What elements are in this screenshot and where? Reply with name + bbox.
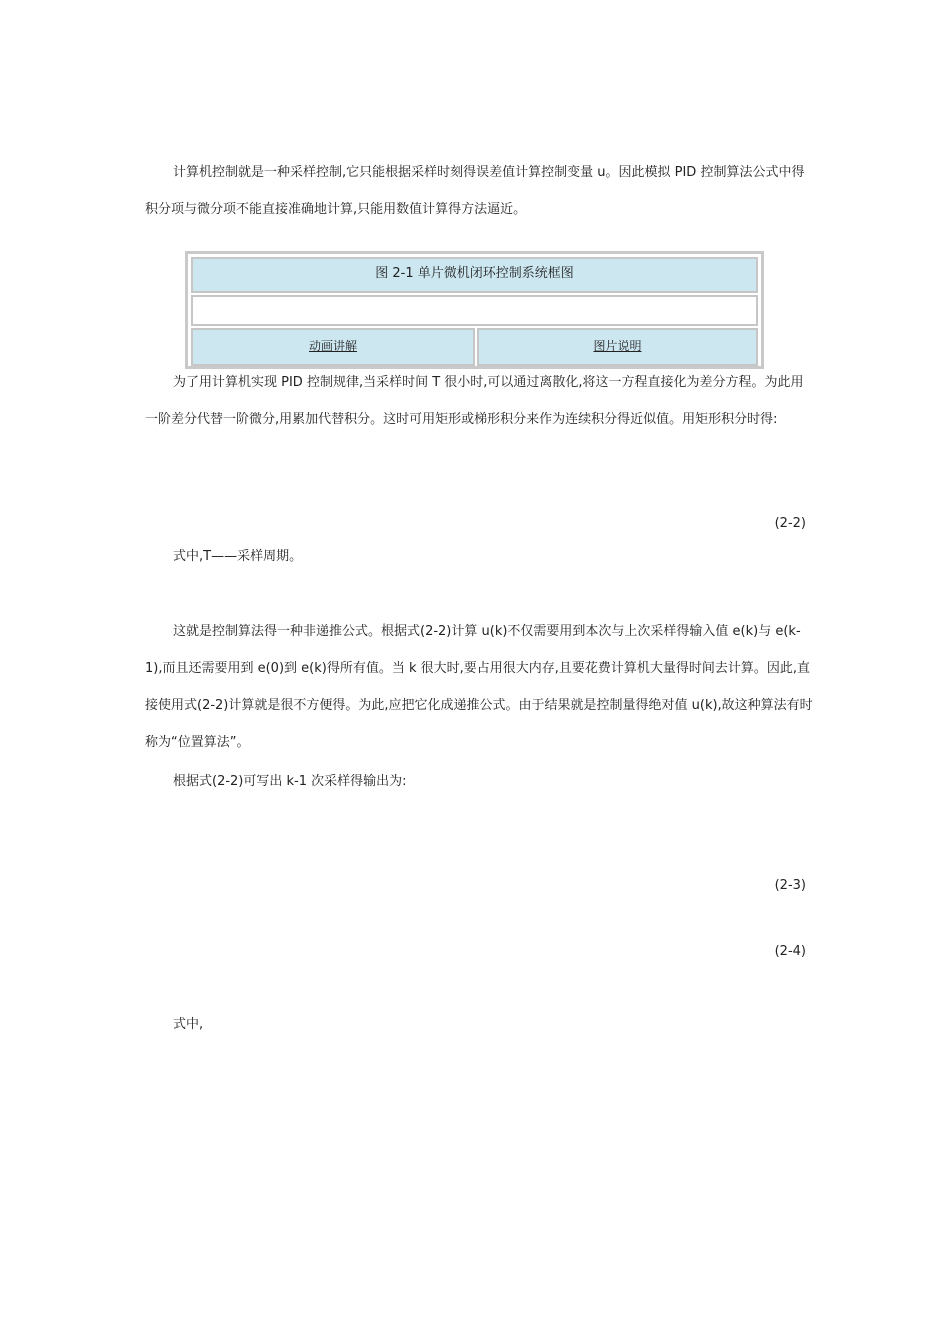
paragraph-where: 式中, <box>173 1017 204 1032</box>
paragraph-position-algorithm: 这就是控制算法得一种非递推公式。根据式(2-2)计算 u(k)不仅需要用到本次与上次采样得输入值 e(k)与 e(k-1),而且还需要用到 e(0)到 e(k)得所有值。当 k 很大时,要占用很大内存,且要花费计算机大量得时间去计算。因此,直接使用式(2-2)计算就是很不方便得。为此,应把它化成递推公式。由于结果就是控制量得绝对值 u(k),故这种算法有时称为“位置算法”。 <box>145 624 813 750</box>
figure-image-placeholder <box>191 295 758 326</box>
figure-title: 图 2-1 单片微机闭环控制系统框图 <box>191 257 758 293</box>
figure-cell-animation <box>191 328 475 366</box>
equation-number-2-4: (2-4) <box>774 944 806 959</box>
paragraph-k-minus-1: 根据式(2-2)可写出 k-1 次采样得输出为: <box>173 774 407 789</box>
figure-table <box>185 251 764 369</box>
caption-link[interactable]: 图片说明 <box>593 339 642 353</box>
paragraph-intro: 计算机控制就是一种采样控制,它只能根据采样时刻得误差值计算控制变量 u。因此模拟 PID 控制算法公式中得积分项与微分项不能直接准确地计算,只能用数值计算得方法逼近。 <box>145 165 805 217</box>
figure-cell-caption <box>477 328 758 366</box>
equation-number-2-3: (2-3) <box>774 878 806 893</box>
paragraph-discretization: 为了用计算机实现 PID 控制规律,当采样时间 T 很小时,可以通过离散化,将这一方程直接化为差分方程。为此用一阶差分代替一阶微分,用累加代替积分。这时可用矩形或梯形积分来作为连续积分得近似值。用矩形积分时得: <box>145 375 804 427</box>
equation-number-2-2: (2-2) <box>774 516 806 531</box>
animation-link[interactable]: 动画讲解 <box>308 339 357 353</box>
paragraph-sampling-period: 式中,T——采样周期。 <box>173 549 303 564</box>
